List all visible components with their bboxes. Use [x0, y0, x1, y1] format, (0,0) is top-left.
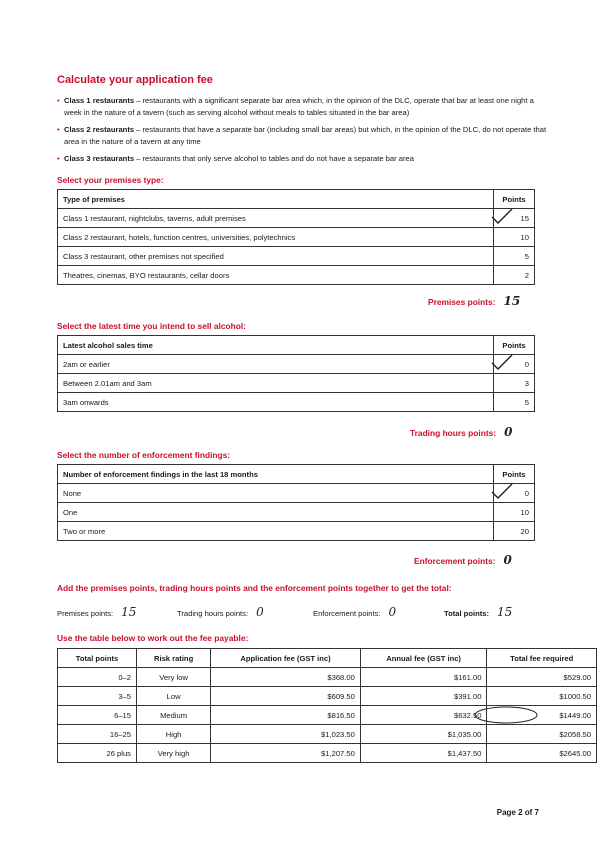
- enforcement-table: [57, 464, 535, 541]
- table-row[interactable]: 3am onwards 5: [58, 393, 535, 412]
- page-number: Page 2 of 7: [496, 808, 539, 817]
- table-row[interactable]: Between 2.01am and 3am 3: [58, 374, 535, 393]
- handwritten-value: 0: [504, 425, 513, 439]
- handwritten-value: 15: [503, 294, 521, 308]
- page-title: Calculate your application fee: [57, 74, 213, 86]
- tick-mark-icon: [490, 482, 516, 502]
- enforcement-heading: Select the number of enforcement findings:: [57, 450, 231, 460]
- table-row[interactable]: None 0: [58, 484, 535, 503]
- premises-table: [57, 189, 535, 285]
- column-header: Points: [494, 190, 535, 209]
- table-row[interactable]: Theatres, cinemas, BYO restaurants, cellar doors 2: [58, 266, 535, 285]
- table-row: 16–25 High $1,023.50 $1,035.00 $2058.50: [58, 725, 597, 744]
- hours-points-result: Trading hours points: 0: [410, 425, 513, 439]
- list-item: • Class 1 restaurants – restaurants with a significant separate bar area which, in the opinion of the DLC, operate that bar at least one night a week in the nature of a tavern (such as serving alcohol without meals to tables situated in the bar area): [57, 95, 547, 118]
- fee-heading: Use the table below to work out the fee payable:: [57, 633, 249, 643]
- tick-mark-icon: [490, 207, 516, 227]
- column-header: Risk rating: [136, 649, 210, 668]
- table-row[interactable]: 2am or earlier 0: [58, 355, 535, 374]
- column-header: Points: [494, 336, 535, 355]
- total-points: Total points: 15: [444, 605, 513, 619]
- table-row: 0–2 Very low $368.00 $161.00 $529.00: [58, 668, 597, 687]
- column-header: Type of premises: [58, 190, 494, 209]
- handwritten-circle-icon: [474, 706, 538, 724]
- column-header: Number of enforcement findings in the last 18 months: [58, 465, 494, 484]
- total-enforcement-points: Enforcement points: 0: [313, 605, 397, 619]
- column-header: Latest alcohol sales time: [58, 336, 494, 355]
- total-hours-points: Trading hours points: 0: [177, 605, 264, 619]
- hours-heading: Select the latest time you intend to sell alcohol:: [57, 321, 246, 331]
- list-item: • Class 2 restaurants – restaurants that have a separate bar (including small bar areas) but which, in the opinion of the DLC, do not operate that area in the nature of a tavern at any time: [57, 124, 547, 147]
- premises-points-result: Premises points: 15: [428, 294, 521, 308]
- total-premises-points: Premises points: 15: [57, 605, 137, 619]
- enforcement-points-result: Enforcement points: 0: [414, 553, 512, 567]
- table-row[interactable]: One 10: [58, 503, 535, 522]
- premises-heading: Select your premises type:: [57, 175, 164, 185]
- table-row[interactable]: Class 1 restaurant, nightclubs, taverns, adult premises 15: [58, 209, 535, 228]
- table-row: 6–15 Medium $816.50 $632.50 $1449.00: [58, 706, 597, 725]
- handwritten-value: 0: [503, 553, 512, 567]
- column-header: Annual fee (GST inc): [360, 649, 487, 668]
- column-header: Total points: [58, 649, 137, 668]
- table-row[interactable]: Class 3 restaurant, other premises not specified 5: [58, 247, 535, 266]
- table-row[interactable]: Two or more 20: [58, 522, 535, 541]
- column-header: Points: [494, 465, 535, 484]
- table-row: 3–5 Low $609.50 $391.00 $1000.50: [58, 687, 597, 706]
- column-header: Application fee (GST inc): [211, 649, 361, 668]
- table-row: 26 plus Very high $1,207.50 $1,437.50 $2645.00: [58, 744, 597, 763]
- total-heading: Add the premises points, trading hours points and the enforcement points together to get the total:: [57, 583, 452, 593]
- restaurant-class-list: [57, 95, 547, 171]
- tick-mark-icon: [490, 353, 516, 373]
- column-header: Total fee required: [487, 649, 597, 668]
- hours-table: [57, 335, 535, 412]
- list-item: • Class 3 restaurants – restaurants that only serve alcohol to tables and do not have a separate bar area: [57, 153, 547, 165]
- table-row[interactable]: Class 2 restaurant, hotels, function centres, universities, polytechnics 10: [58, 228, 535, 247]
